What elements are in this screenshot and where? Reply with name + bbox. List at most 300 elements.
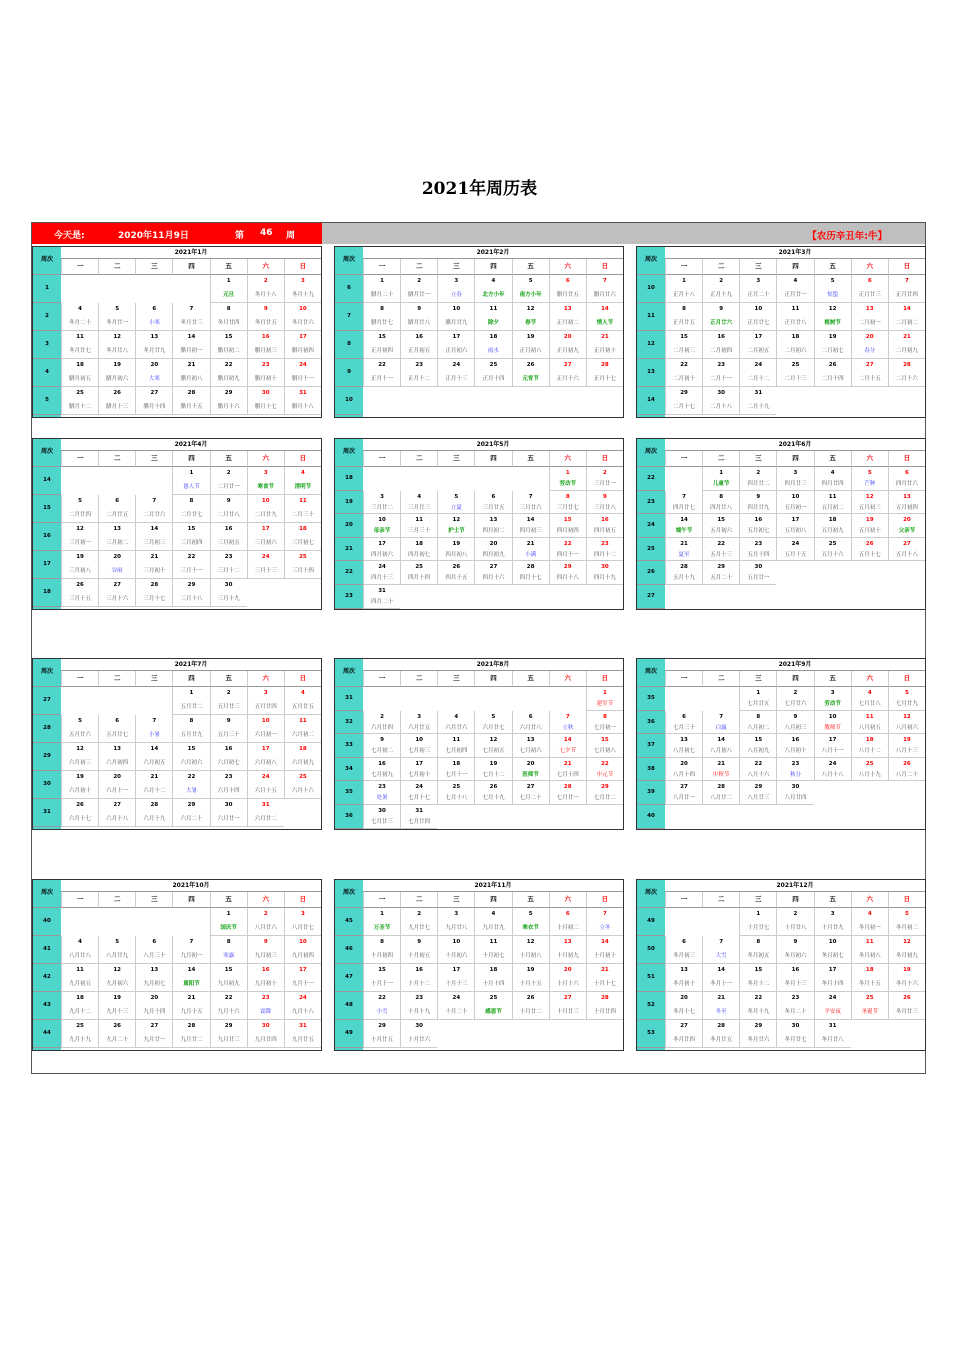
day-cell[interactable] [665, 514, 702, 538]
day-cell[interactable] [247, 908, 284, 936]
day-cell[interactable] [665, 992, 702, 1020]
day-cell[interactable] [586, 467, 623, 491]
day-cell[interactable] [284, 303, 321, 331]
day-cell[interactable] [776, 331, 813, 359]
day-cell[interactable] [61, 303, 98, 331]
day-cell[interactable] [210, 331, 247, 359]
day-cell[interactable] [814, 758, 851, 782]
day-cell[interactable] [776, 687, 813, 711]
day-cell[interactable] [814, 514, 851, 538]
day-cell[interactable] [586, 359, 623, 387]
day-cell[interactable] [363, 781, 400, 805]
day-cell[interactable] [437, 908, 474, 936]
day-cell[interactable] [739, 387, 776, 415]
day-cell[interactable] [512, 491, 549, 515]
day-cell[interactable] [549, 538, 586, 562]
day-cell[interactable] [776, 275, 813, 303]
day-cell[interactable] [702, 387, 739, 415]
day-cell[interactable] [776, 711, 813, 735]
day-cell[interactable] [474, 908, 511, 936]
day-cell[interactable] [512, 781, 549, 805]
day-cell[interactable] [400, 331, 437, 359]
day-cell[interactable] [61, 799, 98, 827]
day-cell[interactable] [474, 992, 511, 1020]
day-cell[interactable] [739, 359, 776, 387]
day-cell[interactable] [135, 964, 172, 992]
day-cell[interactable] [512, 303, 549, 331]
day-cell[interactable] [210, 715, 247, 743]
day-cell[interactable] [702, 964, 739, 992]
day-cell[interactable] [814, 711, 851, 735]
day-cell[interactable] [400, 491, 437, 515]
day-cell[interactable] [888, 514, 925, 538]
day-cell[interactable] [851, 538, 888, 562]
day-cell[interactable] [739, 687, 776, 711]
day-cell[interactable] [702, 359, 739, 387]
day-cell[interactable] [586, 992, 623, 1020]
day-cell[interactable] [98, 936, 135, 964]
day-cell[interactable] [172, 467, 209, 495]
day-cell[interactable] [247, 331, 284, 359]
day-cell[interactable] [665, 331, 702, 359]
day-cell[interactable] [851, 303, 888, 331]
day-cell[interactable] [61, 964, 98, 992]
day-cell[interactable] [851, 758, 888, 782]
day-cell[interactable] [474, 514, 511, 538]
day-cell[interactable] [586, 711, 623, 735]
day-cell[interactable] [851, 711, 888, 735]
day-cell[interactable] [512, 538, 549, 562]
day-cell[interactable] [284, 1020, 321, 1048]
day-cell[interactable] [665, 561, 702, 585]
day-cell[interactable] [247, 495, 284, 523]
day-cell[interactable] [98, 771, 135, 799]
day-cell[interactable] [98, 387, 135, 415]
day-cell[interactable] [665, 936, 702, 964]
day-cell[interactable] [247, 551, 284, 579]
day-cell[interactable] [888, 936, 925, 964]
day-cell[interactable] [284, 331, 321, 359]
day-cell[interactable] [247, 936, 284, 964]
day-cell[interactable] [474, 538, 511, 562]
day-cell[interactable] [851, 514, 888, 538]
day-cell[interactable] [210, 359, 247, 387]
day-cell[interactable] [284, 992, 321, 1020]
day-cell[interactable] [210, 771, 247, 799]
day-cell[interactable] [284, 964, 321, 992]
day-cell[interactable] [363, 275, 400, 303]
day-cell[interactable] [61, 331, 98, 359]
day-cell[interactable] [702, 275, 739, 303]
day-cell[interactable] [512, 561, 549, 585]
day-cell[interactable] [814, 275, 851, 303]
day-cell[interactable] [851, 467, 888, 491]
day-cell[interactable] [776, 491, 813, 515]
day-cell[interactable] [172, 743, 209, 771]
day-cell[interactable] [814, 908, 851, 936]
day-cell[interactable] [512, 908, 549, 936]
day-cell[interactable] [702, 491, 739, 515]
day-cell[interactable] [739, 275, 776, 303]
day-cell[interactable] [363, 908, 400, 936]
day-cell[interactable] [512, 936, 549, 964]
day-cell[interactable] [776, 303, 813, 331]
day-cell[interactable] [474, 275, 511, 303]
day-cell[interactable] [363, 359, 400, 387]
day-cell[interactable] [400, 359, 437, 387]
day-cell[interactable] [61, 523, 98, 551]
day-cell[interactable] [702, 711, 739, 735]
day-cell[interactable] [247, 687, 284, 715]
day-cell[interactable] [474, 711, 511, 735]
day-cell[interactable] [437, 964, 474, 992]
day-cell[interactable] [135, 579, 172, 607]
day-cell[interactable] [437, 992, 474, 1020]
day-cell[interactable] [665, 1020, 702, 1048]
day-cell[interactable] [172, 687, 209, 715]
day-cell[interactable] [586, 758, 623, 782]
day-cell[interactable] [284, 936, 321, 964]
day-cell[interactable] [776, 992, 813, 1020]
day-cell[interactable] [474, 331, 511, 359]
day-cell[interactable] [888, 491, 925, 515]
day-cell[interactable] [210, 579, 247, 607]
day-cell[interactable] [172, 715, 209, 743]
day-cell[interactable] [549, 734, 586, 758]
day-cell[interactable] [135, 771, 172, 799]
day-cell[interactable] [61, 1020, 98, 1048]
day-cell[interactable] [61, 551, 98, 579]
day-cell[interactable] [776, 359, 813, 387]
day-cell[interactable] [512, 331, 549, 359]
day-cell[interactable] [776, 538, 813, 562]
day-cell[interactable] [702, 758, 739, 782]
day-cell[interactable] [851, 936, 888, 964]
day-cell[interactable] [702, 936, 739, 964]
day-cell[interactable] [284, 715, 321, 743]
day-cell[interactable] [98, 495, 135, 523]
day-cell[interactable] [814, 359, 851, 387]
day-cell[interactable] [586, 687, 623, 711]
day-cell[interactable] [247, 743, 284, 771]
day-cell[interactable] [172, 303, 209, 331]
day-cell[interactable] [776, 514, 813, 538]
day-cell[interactable] [474, 936, 511, 964]
day-cell[interactable] [210, 303, 247, 331]
day-cell[interactable] [549, 331, 586, 359]
day-cell[interactable] [98, 331, 135, 359]
day-cell[interactable] [363, 303, 400, 331]
day-cell[interactable] [61, 743, 98, 771]
day-cell[interactable] [702, 514, 739, 538]
day-cell[interactable] [98, 715, 135, 743]
day-cell[interactable] [61, 359, 98, 387]
day-cell[interactable] [665, 538, 702, 562]
day-cell[interactable] [363, 1020, 400, 1048]
day-cell[interactable] [702, 992, 739, 1020]
day-cell[interactable] [210, 687, 247, 715]
day-cell[interactable] [702, 303, 739, 331]
day-cell[interactable] [739, 908, 776, 936]
day-cell[interactable] [474, 359, 511, 387]
day-cell[interactable] [549, 711, 586, 735]
day-cell[interactable] [739, 992, 776, 1020]
day-cell[interactable] [172, 387, 209, 415]
day-cell[interactable] [586, 491, 623, 515]
day-cell[interactable] [135, 1020, 172, 1048]
day-cell[interactable] [98, 551, 135, 579]
day-cell[interactable] [363, 964, 400, 992]
day-cell[interactable] [61, 579, 98, 607]
day-cell[interactable] [549, 359, 586, 387]
day-cell[interactable] [400, 758, 437, 782]
day-cell[interactable] [172, 936, 209, 964]
day-cell[interactable] [363, 936, 400, 964]
day-cell[interactable] [776, 1020, 813, 1048]
day-cell[interactable] [665, 734, 702, 758]
day-cell[interactable] [437, 514, 474, 538]
day-cell[interactable] [586, 964, 623, 992]
day-cell[interactable] [549, 758, 586, 782]
day-cell[interactable] [172, 495, 209, 523]
day-cell[interactable] [98, 1020, 135, 1048]
day-cell[interactable] [247, 359, 284, 387]
day-cell[interactable] [474, 491, 511, 515]
day-cell[interactable] [363, 758, 400, 782]
day-cell[interactable] [400, 303, 437, 331]
day-cell[interactable] [210, 743, 247, 771]
day-cell[interactable] [247, 303, 284, 331]
day-cell[interactable] [135, 523, 172, 551]
day-cell[interactable] [363, 538, 400, 562]
day-cell[interactable] [851, 491, 888, 515]
day-cell[interactable] [172, 799, 209, 827]
day-cell[interactable] [888, 734, 925, 758]
day-cell[interactable] [851, 908, 888, 936]
day-cell[interactable] [549, 514, 586, 538]
day-cell[interactable] [61, 715, 98, 743]
day-cell[interactable] [776, 936, 813, 964]
day-cell[interactable] [284, 275, 321, 303]
day-cell[interactable] [363, 734, 400, 758]
day-cell[interactable] [135, 936, 172, 964]
day-cell[interactable] [210, 275, 247, 303]
day-cell[interactable] [851, 275, 888, 303]
day-cell[interactable] [549, 561, 586, 585]
day-cell[interactable] [586, 514, 623, 538]
day-cell[interactable] [437, 303, 474, 331]
day-cell[interactable] [665, 359, 702, 387]
day-cell[interactable] [61, 936, 98, 964]
day-cell[interactable] [172, 523, 209, 551]
day-cell[interactable] [400, 781, 437, 805]
day-cell[interactable] [474, 781, 511, 805]
day-cell[interactable] [776, 734, 813, 758]
day-cell[interactable] [474, 964, 511, 992]
day-cell[interactable] [363, 711, 400, 735]
day-cell[interactable] [739, 514, 776, 538]
day-cell[interactable] [888, 467, 925, 491]
day-cell[interactable] [284, 687, 321, 715]
day-cell[interactable] [586, 936, 623, 964]
day-cell[interactable] [437, 781, 474, 805]
day-cell[interactable] [888, 687, 925, 711]
day-cell[interactable] [400, 908, 437, 936]
day-cell[interactable] [586, 781, 623, 805]
day-cell[interactable] [135, 387, 172, 415]
day-cell[interactable] [888, 964, 925, 992]
day-cell[interactable] [586, 331, 623, 359]
day-cell[interactable] [61, 992, 98, 1020]
day-cell[interactable] [363, 561, 400, 585]
day-cell[interactable] [665, 303, 702, 331]
day-cell[interactable] [363, 331, 400, 359]
day-cell[interactable] [814, 936, 851, 964]
day-cell[interactable] [586, 275, 623, 303]
day-cell[interactable] [400, 936, 437, 964]
day-cell[interactable] [210, 495, 247, 523]
day-cell[interactable] [400, 711, 437, 735]
day-cell[interactable] [512, 711, 549, 735]
day-cell[interactable] [210, 551, 247, 579]
day-cell[interactable] [586, 303, 623, 331]
day-cell[interactable] [247, 275, 284, 303]
day-cell[interactable] [400, 1020, 437, 1048]
day-cell[interactable] [739, 936, 776, 964]
day-cell[interactable] [549, 275, 586, 303]
day-cell[interactable] [512, 275, 549, 303]
day-cell[interactable] [702, 734, 739, 758]
day-cell[interactable] [512, 514, 549, 538]
day-cell[interactable] [363, 585, 400, 609]
day-cell[interactable] [739, 538, 776, 562]
day-cell[interactable] [739, 491, 776, 515]
day-cell[interactable] [400, 734, 437, 758]
day-cell[interactable] [814, 303, 851, 331]
day-cell[interactable] [814, 331, 851, 359]
day-cell[interactable] [776, 467, 813, 491]
day-cell[interactable] [739, 964, 776, 992]
day-cell[interactable] [665, 711, 702, 735]
day-cell[interactable] [284, 551, 321, 579]
day-cell[interactable] [247, 715, 284, 743]
day-cell[interactable] [135, 992, 172, 1020]
day-cell[interactable] [363, 491, 400, 515]
day-cell[interactable] [284, 908, 321, 936]
day-cell[interactable] [888, 275, 925, 303]
day-cell[interactable] [247, 771, 284, 799]
day-cell[interactable] [702, 538, 739, 562]
day-cell[interactable] [739, 1020, 776, 1048]
day-cell[interactable] [400, 992, 437, 1020]
day-cell[interactable] [888, 359, 925, 387]
day-cell[interactable] [474, 734, 511, 758]
day-cell[interactable] [247, 964, 284, 992]
day-cell[interactable] [284, 359, 321, 387]
day-cell[interactable] [888, 303, 925, 331]
day-cell[interactable] [814, 734, 851, 758]
day-cell[interactable] [549, 467, 586, 491]
day-cell[interactable] [776, 908, 813, 936]
day-cell[interactable] [665, 275, 702, 303]
day-cell[interactable] [888, 538, 925, 562]
day-cell[interactable] [549, 303, 586, 331]
day-cell[interactable] [61, 387, 98, 415]
day-cell[interactable] [437, 734, 474, 758]
day-cell[interactable] [888, 331, 925, 359]
day-cell[interactable] [284, 387, 321, 415]
day-cell[interactable] [61, 771, 98, 799]
day-cell[interactable] [284, 743, 321, 771]
day-cell[interactable] [210, 523, 247, 551]
day-cell[interactable] [776, 781, 813, 805]
day-cell[interactable] [814, 467, 851, 491]
day-cell[interactable] [135, 551, 172, 579]
day-cell[interactable] [851, 331, 888, 359]
day-cell[interactable] [437, 561, 474, 585]
day-cell[interactable] [172, 579, 209, 607]
day-cell[interactable] [739, 734, 776, 758]
day-cell[interactable] [702, 467, 739, 491]
day-cell[interactable] [400, 275, 437, 303]
day-cell[interactable] [400, 561, 437, 585]
day-cell[interactable] [702, 331, 739, 359]
day-cell[interactable] [135, 303, 172, 331]
day-cell[interactable] [400, 805, 437, 829]
day-cell[interactable] [98, 743, 135, 771]
day-cell[interactable] [814, 992, 851, 1020]
day-cell[interactable] [665, 387, 702, 415]
day-cell[interactable] [739, 781, 776, 805]
day-cell[interactable] [172, 359, 209, 387]
day-cell[interactable] [549, 781, 586, 805]
day-cell[interactable] [888, 908, 925, 936]
day-cell[interactable] [98, 579, 135, 607]
day-cell[interactable] [247, 387, 284, 415]
day-cell[interactable] [98, 964, 135, 992]
day-cell[interactable] [400, 538, 437, 562]
day-cell[interactable] [135, 799, 172, 827]
day-cell[interactable] [474, 758, 511, 782]
day-cell[interactable] [586, 561, 623, 585]
day-cell[interactable] [400, 514, 437, 538]
day-cell[interactable] [814, 491, 851, 515]
day-cell[interactable] [851, 734, 888, 758]
day-cell[interactable] [210, 467, 247, 495]
day-cell[interactable] [363, 992, 400, 1020]
day-cell[interactable] [474, 303, 511, 331]
day-cell[interactable] [172, 551, 209, 579]
day-cell[interactable] [549, 992, 586, 1020]
day-cell[interactable] [437, 359, 474, 387]
day-cell[interactable] [851, 687, 888, 711]
day-cell[interactable] [739, 758, 776, 782]
day-cell[interactable] [210, 908, 247, 936]
day-cell[interactable] [135, 743, 172, 771]
day-cell[interactable] [739, 303, 776, 331]
day-cell[interactable] [665, 758, 702, 782]
day-cell[interactable] [549, 964, 586, 992]
day-cell[interactable] [665, 964, 702, 992]
day-cell[interactable] [98, 359, 135, 387]
day-cell[interactable] [98, 799, 135, 827]
day-cell[interactable] [586, 538, 623, 562]
day-cell[interactable] [210, 964, 247, 992]
day-cell[interactable] [172, 992, 209, 1020]
day-cell[interactable] [512, 964, 549, 992]
day-cell[interactable] [549, 491, 586, 515]
day-cell[interactable] [437, 275, 474, 303]
